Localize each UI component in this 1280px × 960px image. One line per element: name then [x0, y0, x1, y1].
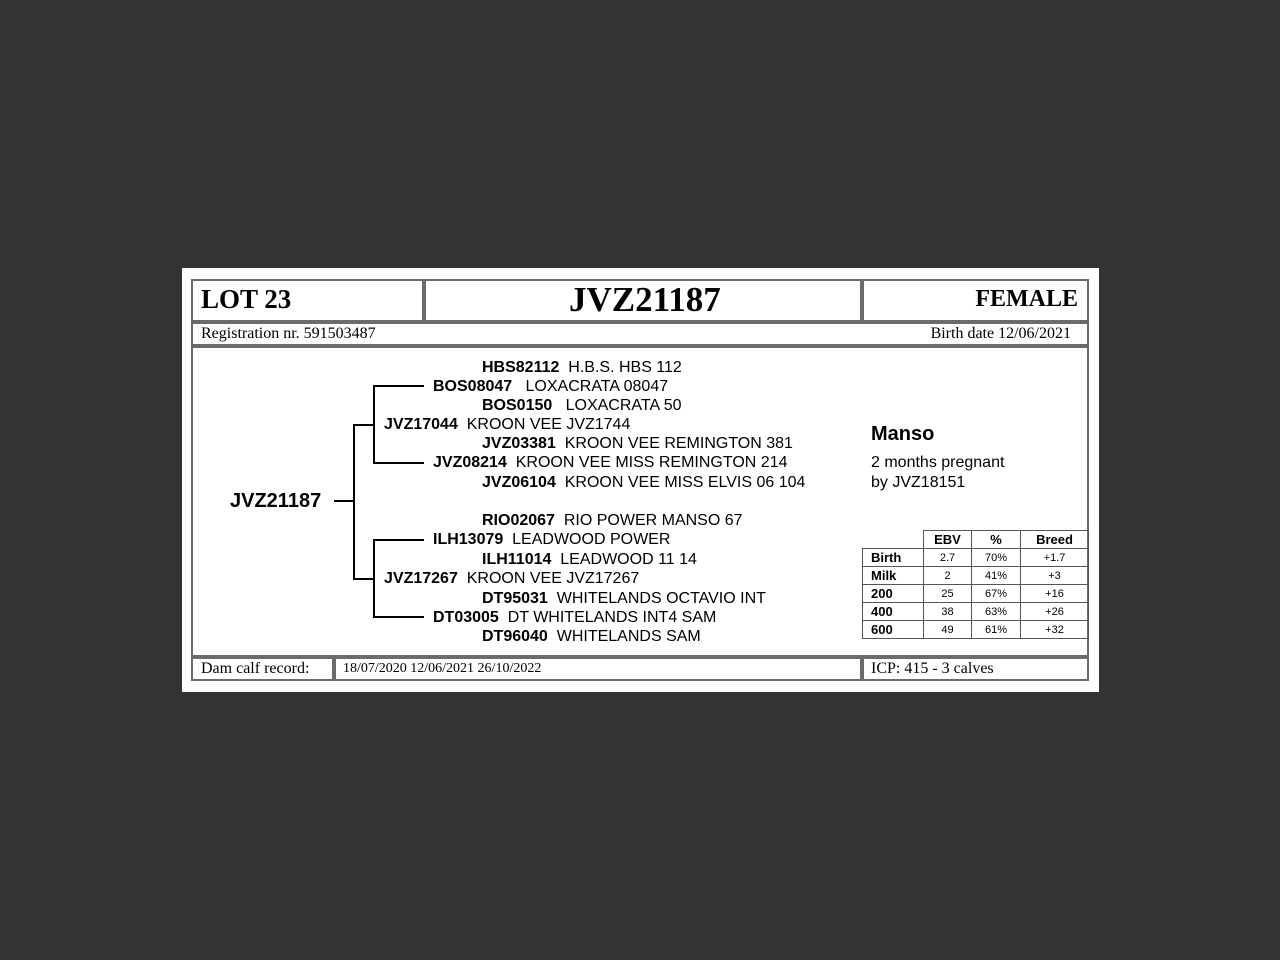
ebv-row: [863, 585, 1089, 603]
ebv-breed: +32: [1021, 621, 1089, 639]
pedigree-animal: JVZ21187: [230, 490, 322, 512]
pedigree-entry: DT03005 DT WHITELANDS INT4 SAM: [433, 609, 717, 626]
registration-number: Registration nr. 591503487: [201, 325, 376, 342]
pct-col-header: %: [972, 531, 1021, 549]
ebv-breed: +3: [1021, 567, 1089, 585]
pedigree-connector: [373, 539, 375, 618]
ebv-pct: 67%: [972, 585, 1021, 603]
ebv-pct: 70%: [972, 549, 1021, 567]
pedigree-entry: BOS08047 LOXACRATA 08047: [433, 378, 669, 395]
pedigree-entry: ILH13079 LEADWOOD POWER: [433, 531, 671, 548]
ebv-value: 25: [924, 585, 972, 603]
ebv-row-label: Birth: [863, 549, 924, 567]
pregnancy-sire: by JVZ18151: [871, 474, 966, 491]
ebv-breed: +16: [1021, 585, 1089, 603]
pedigree-entry: ILH11014 LEADWOOD 11 14: [482, 551, 697, 568]
ebv-row-label: 200: [863, 585, 924, 603]
pedigree-connector: [353, 578, 373, 580]
pedigree-connector: [373, 462, 424, 464]
pedigree-entry: JVZ06104 KROON VEE MISS ELVIS 06 104: [482, 474, 806, 491]
ebv-header-row: [863, 531, 1089, 549]
ebv-value: 2.7: [924, 549, 972, 567]
ebv-pct: 63%: [972, 603, 1021, 621]
pregnancy-status: 2 months pregnant: [871, 454, 1005, 471]
ebv-value: 2: [924, 567, 972, 585]
pedigree-entry: JVZ17044 KROON VEE JVZ1744: [384, 416, 631, 433]
ebv-col-header: EBV: [924, 531, 972, 549]
ebv-row-label: 400: [863, 603, 924, 621]
pedigree-connector: [373, 616, 424, 618]
ebv-row: [863, 549, 1089, 567]
pedigree-entry: JVZ17267 KROON VEE JVZ17267: [384, 570, 640, 587]
ebv-pct: 41%: [972, 567, 1021, 585]
ebv-row-label: Milk: [863, 567, 924, 585]
icp-value: ICP: 415 - 3 calves: [871, 660, 994, 677]
pedigree-entry: JVZ03381 KROON VEE REMINGTON 381: [482, 435, 793, 452]
ebv-value: 38: [924, 603, 972, 621]
lot-number: LOT 23: [201, 284, 292, 314]
pedigree-connector: [353, 424, 355, 580]
pedigree-connector: [373, 385, 424, 387]
pedigree-connector: [353, 424, 373, 426]
sex-label: FEMALE: [975, 286, 1078, 312]
pedigree-connector: [373, 385, 375, 464]
dam-calf-record-dates: 18/07/2020 12/06/2021 26/10/2022: [343, 661, 542, 676]
ebv-pct: 61%: [972, 621, 1021, 639]
birth-date: Birth date 12/06/2021: [930, 325, 1071, 342]
pedigree-entry: HBS82112 H.B.S. HBS 112: [482, 359, 682, 376]
ebv-breed: +26: [1021, 603, 1089, 621]
ebv-row: [863, 621, 1089, 639]
registration-id-title: JVZ21187: [569, 280, 721, 319]
pedigree-entry: DT96040 WHITELANDS SAM: [482, 628, 701, 645]
pedigree-entry: JVZ08214 KROON VEE MISS REMINGTON 214: [433, 454, 788, 471]
pedigree-entry: BOS0150 LOXACRATA 50: [482, 397, 682, 414]
pedigree-entry: DT95031 WHITELANDS OCTAVIO INT: [482, 590, 766, 607]
pedigree-connector: [334, 500, 354, 502]
ebv-row: [863, 567, 1089, 585]
ebv-row-label: 600: [863, 621, 924, 639]
dam-calf-record-label: Dam calf record:: [201, 660, 310, 677]
ebv-row: [863, 603, 1089, 621]
ebv-value: 49: [924, 621, 972, 639]
breed-col-header: Breed: [1021, 531, 1089, 549]
animal-name: Manso: [871, 423, 935, 445]
pedigree-entry: RIO02067 RIO POWER MANSO 67: [482, 512, 743, 529]
ebv-table: [862, 530, 1089, 639]
pedigree-connector: [373, 539, 424, 541]
ebv-breed: +1.7: [1021, 549, 1089, 567]
